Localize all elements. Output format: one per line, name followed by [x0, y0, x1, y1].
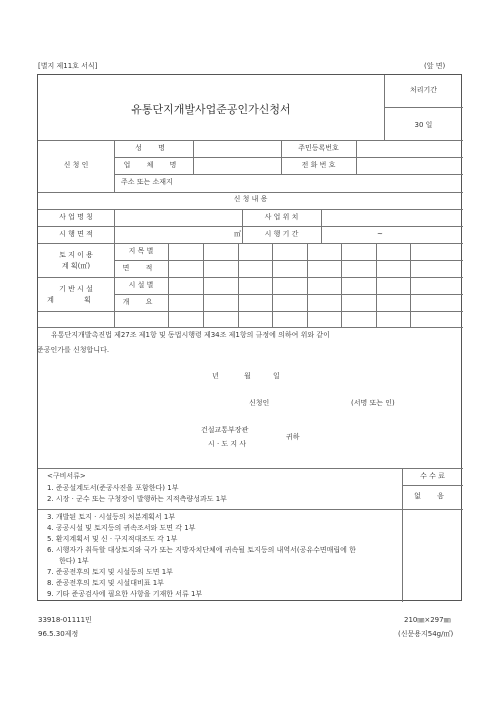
form-code: 33918-01111민	[38, 616, 92, 624]
documents-heading: <구비서류>	[47, 472, 86, 480]
application-form	[37, 74, 462, 601]
document-item: 한다) 1부	[59, 557, 89, 565]
land-use-label-line1: 토 지 이 용	[59, 251, 93, 259]
address-label: 주소 또는 소재지	[121, 178, 173, 186]
document-item: 7. 준공전후의 토지 및 시설등의 도면 1부	[47, 568, 173, 576]
processing-period-label: 처리기간	[409, 86, 438, 94]
document-item: 2. 시장 · 군수 또는 구청장이 발행하는 지적측량성과도 1부	[47, 495, 227, 503]
sign-note: (서명 또는 인)	[351, 399, 395, 407]
date-year: 년	[212, 372, 219, 380]
processing-period-value: 30 일	[414, 121, 433, 129]
fee-label: 수 수 료	[420, 472, 445, 480]
request-section-label: 신 청 내 용	[233, 195, 268, 203]
applicant-signature-label: 신청인	[249, 399, 270, 407]
recipient-minister: 건설교통부장관	[201, 426, 249, 434]
date-month: 월	[244, 372, 251, 380]
infra-label-line2: 계 획	[47, 296, 105, 304]
statement-line2: 준공인가를 신청합니다.	[37, 346, 110, 354]
name-label: 성 명	[135, 144, 172, 152]
document-item: 9. 기타 준공검사에 필요한 사항을 기재한 서류 1부	[47, 590, 203, 598]
date-day: 일	[273, 372, 280, 380]
id-number-label: 주민등록번호	[298, 144, 339, 152]
document-item: 4. 공공시설 및 토지등의 귀속조서와 도면 각 1부	[47, 524, 196, 532]
statement-line1: 유통단지개발촉진법 제27조 제1항 및 동법시행령 제34조 제1항의 규정에 의하여 위와 같이	[51, 331, 330, 339]
infra-overview-label: 개 요	[122, 298, 160, 306]
document-item: 8. 준공전후의 토지 및 시설대비표 1부	[47, 579, 164, 587]
document-item: 5. 환지계획서 및 신 · 구지적대조도 각 1부	[47, 535, 178, 543]
land-use-label-line2: 계 획(㎡)	[61, 262, 91, 270]
area-unit: ㎡	[234, 230, 241, 238]
period-separator: ~	[377, 230, 383, 238]
land-use-category-label: 지 목 별	[128, 247, 154, 255]
phone-label: 전 화 번 호	[301, 161, 336, 169]
recipient-suffix: 귀하	[286, 433, 300, 441]
form-number: [별지 제11호 서식]	[38, 62, 98, 70]
period-label: 시 행 기 간	[264, 230, 299, 238]
document-item: 6. 시행자가 취득할 대상토지와 국가 또는 지방자치단체에 귀속될 토지등의 내역서(공유수면매립에 한	[47, 546, 356, 554]
applicant-label: 신 청 인	[63, 161, 89, 169]
recipient-governor: 시 · 도 지 사	[208, 440, 247, 448]
land-use-area-label: 면 적	[122, 264, 160, 272]
fee-value: 없 음	[414, 492, 451, 500]
area-label: 시 행 면 적	[59, 230, 93, 238]
infra-facility-label: 시 설 별	[128, 281, 154, 289]
infra-label-line1: 기 반 시 설	[59, 285, 93, 293]
form-title: 유통단지개발사업준공인가신청서	[131, 103, 291, 116]
enactment-date: 96.5.30제정	[38, 630, 79, 638]
page-side-label: (앞 면)	[424, 62, 446, 70]
document-item: 1. 준공설계도서(준공사진을 포함한다) 1부	[47, 484, 179, 492]
company-name-label: 업 체 명	[123, 161, 184, 169]
project-location-label: 사 업 위 치	[264, 213, 299, 221]
paper-size: 210㎜×297㎜	[404, 616, 451, 624]
project-name-label: 사 업 명 칭	[59, 213, 93, 221]
paper-type: (신문용지54g/㎡)	[398, 630, 454, 638]
document-item: 3. 개발된 토지 · 시설등의 처분계획서 1부	[47, 513, 176, 521]
